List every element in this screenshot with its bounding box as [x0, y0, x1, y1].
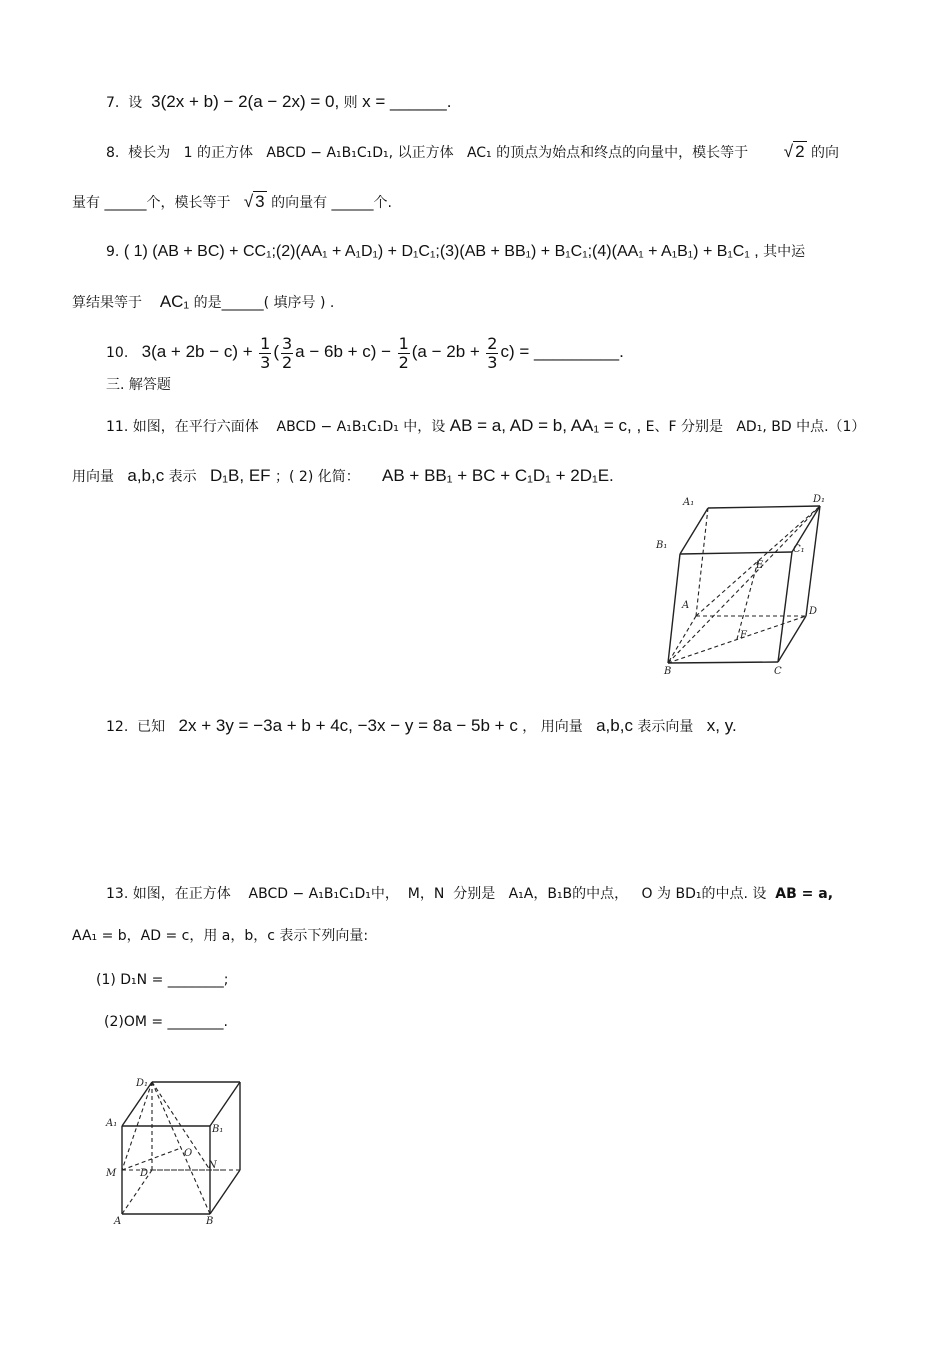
q7-then: 则 [343, 95, 358, 111]
q11-definitions: AB = a, AD = b, AA₁ = c, , [449, 416, 642, 435]
q12-number: 12. [106, 719, 129, 735]
q13-text: 如图，在正方体 [132, 886, 231, 902]
q10-line: 10. 3(a + 2b − c) + $\frac{1}{3}$ ( $\frac{3}{2}$ a − 6b + c) − $\frac{1}{2}$ (a − 2b + $\frac{2}{3}$ c) = _________. [106, 333, 624, 372]
q9-line2 [72, 292, 334, 313]
fig2-label-B: B [206, 1216, 214, 1227]
fig2-label-A: A [114, 1216, 122, 1227]
q13-ab: AB = a, [775, 886, 834, 902]
q11-text: 表示 [168, 469, 197, 485]
q8-text: 的向 [810, 145, 839, 161]
q7-text: 设 [128, 95, 143, 111]
section-heading: 三. 解答题 [106, 377, 171, 393]
fig1-label-B: B [664, 666, 672, 677]
q13-cube-name: ABCD − A₁B₁C₁D₁ [248, 886, 371, 902]
q13-line2: AA₁ = b，AD = c，用 a，b，c 表示下列向量: [72, 928, 369, 944]
fig1-label-D1: D₁ [813, 494, 826, 505]
q7-line [106, 92, 451, 113]
fig1-label-C1: C₁ [793, 544, 805, 555]
q10-expr: a − 6b + c) − [295, 342, 392, 361]
q11-text: 中点.（1） [796, 419, 866, 435]
q11-points: AD₁, BD [736, 419, 792, 435]
q13-text: 的中点， [572, 886, 629, 902]
q10-fraction: $\frac{1}{3}$ [260, 333, 271, 372]
q11-text: 中，设 [403, 419, 446, 435]
q8-text: 量有 ______个，模长等于 [72, 195, 231, 211]
q11-expression: AB + BB₁ + BC + C₁D₁ + 2D₁E. [382, 466, 614, 485]
q9-text: 其中运 [763, 244, 806, 260]
q13-part1: (1) D₁N = ________; [96, 972, 229, 988]
q8-text: 棱长为 [128, 145, 171, 161]
fig2-label-M: M [106, 1168, 117, 1179]
q12-text: 表示向量 [637, 719, 694, 735]
fig1-label-A: A [682, 600, 690, 611]
q7-answer-blank: x = ______. [362, 92, 452, 111]
q13-line1 [106, 884, 833, 904]
q8-text: 以正方体 [397, 145, 454, 161]
q9-expression: ( 1) (AB + BC) + CC₁;(2)(AA₁ + A₁D₁) + D₁C₁;(3)(AB + BB₁) + B₁C₁;(4)(AA₁ + A₁B₁) + B₁C₁ , [123, 243, 759, 260]
q8-text: 的正方体 [197, 145, 253, 161]
q8-line2: 量有 ______个，模长等于 √ 3 的向量有 ______个. [72, 192, 392, 211]
q10-expr: 3(a + 2b − c) + [141, 342, 253, 361]
q11-cube-name: ABCD − A₁B₁C₁D₁ [276, 419, 399, 435]
q11-number: 11. [106, 419, 129, 435]
q8-number: 8. [106, 145, 120, 161]
q11-abc: a,b,c [127, 466, 165, 485]
q7-number: 7. [106, 95, 120, 111]
q10-fraction: $\frac{2}{3}$ [487, 333, 498, 372]
q12-xy: x, y. [706, 716, 737, 735]
q12-abc: a,b,c [596, 716, 633, 735]
q12-expression: 2x + 3y = −3a + b + 4c, −3x − y = 8a − 5b + c [178, 716, 518, 735]
q9-ac1: AC₁ [159, 292, 190, 311]
fig1-label-E: E [756, 560, 764, 571]
fig2-label-O: O [184, 1148, 193, 1159]
q11-text: 用向量 [72, 469, 114, 485]
q13-mn: M，N [407, 886, 445, 902]
q8-cube-name: ABCD − A₁B₁C₁D₁, [266, 145, 394, 161]
q11-text: 如图，在平行六面体 [132, 419, 259, 435]
q12-text: 已知 [137, 719, 166, 735]
q10-expr: (a − 2b + [411, 342, 480, 361]
q11-vectors: D₁B, EF [210, 466, 271, 485]
q10-number: 10. [106, 345, 129, 361]
q10-fraction: $\frac{1}{2}$ [398, 333, 409, 372]
fig2-label-D: D [140, 1168, 149, 1179]
fig2-label-N: N [208, 1160, 217, 1171]
fig2-label-B1: B₁ [212, 1124, 224, 1135]
q10-fraction: $\frac{3}{2}$ [281, 333, 293, 372]
q8-sqrt3: 3 [255, 192, 265, 211]
q13-text: 中， [370, 886, 399, 902]
q12-text: ， 用向量 [522, 719, 583, 735]
q13-part2: (2)OM = ________. [104, 1014, 229, 1030]
q9-line1 [106, 242, 805, 262]
q13-figure [100, 1070, 250, 1230]
q11-line2 [72, 466, 614, 487]
fig1-label-D: D [809, 606, 818, 617]
q11-line1 [106, 416, 865, 437]
q9-text: 算结果等于 [72, 295, 142, 311]
q13-points: A₁A，B₁B [508, 886, 573, 902]
q11-text: E、F 分别是 [645, 419, 723, 435]
q13-number: 13. [106, 886, 129, 902]
q8-line1: 8. 棱长为 1 的正方体 ABCD − A₁B₁C₁D₁, 以正方体 AC₁ 的顶点为始点和终点的向量中，模长等于 √ 2 的向 [106, 142, 839, 161]
fig1-label-A1: A₁ [683, 497, 695, 508]
q11-figure [650, 488, 850, 678]
fig1-label-C: C [774, 666, 782, 677]
q8-text: 的顶点为始点和终点的向量中，模长等于 [496, 145, 749, 161]
q12-line [106, 716, 737, 737]
q8-sqrt2: 2 [795, 142, 805, 161]
q13-bd1: BD₁ [675, 886, 702, 902]
q9-text: 的是______( 填序号 ) . [193, 295, 335, 311]
q8-edge-length: 1 [183, 145, 193, 161]
q7-expression: 3(2x + b) − 2(a − 2x) = 0, [151, 92, 340, 111]
q10-expr: c) = _________. [500, 342, 624, 361]
fig2-label-D1: D₁ [136, 1078, 149, 1089]
q8-text: 的向量有 ______个. [271, 195, 392, 211]
q13-text: 为 [657, 886, 672, 902]
fig1-label-B1: B₁ [656, 540, 668, 551]
q9-number: 9. [106, 244, 120, 260]
fig2-label-A1: A₁ [106, 1118, 118, 1129]
q8-ac1: AC₁ [466, 145, 492, 161]
q13-text: 分别是 [453, 886, 496, 902]
q13-o: O [641, 886, 653, 902]
fig1-label-F: F [740, 630, 747, 641]
q13-text: 的中点. 设 [701, 886, 767, 902]
q11-text: ；( 2) 化简： [275, 469, 360, 485]
